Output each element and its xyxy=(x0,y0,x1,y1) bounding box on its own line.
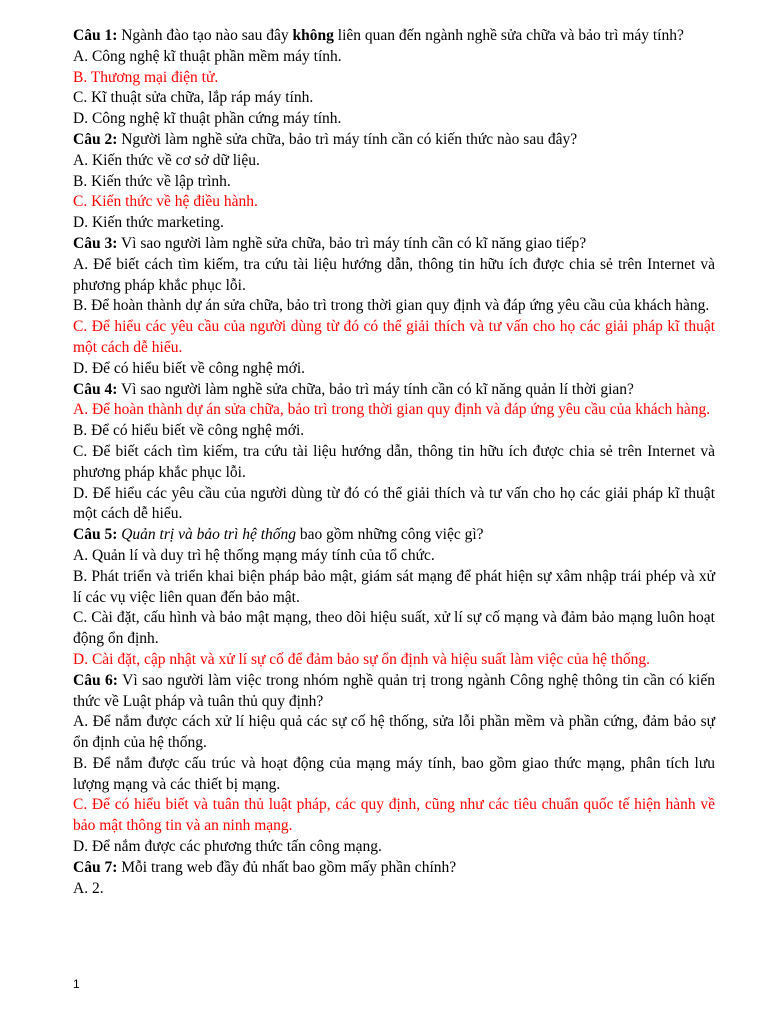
question-1-option-d: D. Công nghệ kĩ thuật phần cứng máy tính. xyxy=(73,110,342,128)
question-4-stem: Câu 4: Vì sao người làm nghề sửa chữa, bảo trì máy tính cần có kĩ năng quản lí thời gian? xyxy=(73,380,634,398)
question-2-stem: Câu 2: Người làm nghề sửa chữa, bảo trì máy tính cần có kiến thức nào sau đây? xyxy=(73,130,578,148)
question-1-option-c: C. Kĩ thuật sửa chữa, lắp ráp máy tính. xyxy=(73,89,314,107)
question-6-option-a: A. Để nắm được cách xử lí hiệu quả các sự cố hệ thống, sửa lỗi phần mềm và phần cứng, đảm bảo sự ổn định của hệ thống. xyxy=(73,713,715,752)
question-6-stem: Câu 6: Vì sao người làm việc trong nhóm nghề quản trị trong ngành Công nghệ thông tin cần có kiến thức về Luật pháp và tuân thủ quy định? xyxy=(73,671,715,710)
question-4-option-c: C. Để biết cách tìm kiếm, tra cứu tài liệu hướng dẫn, thông tin hữu ích được chia sẻ trên Internet và phương pháp khắc phục lỗi. xyxy=(73,442,715,481)
question-1-option-a: A. Công nghệ kĩ thuật phần mềm máy tính. xyxy=(73,47,342,65)
question-2-option-b: B. Kiến thức về lập trình. xyxy=(73,172,231,190)
question-1-option-b-answer: B. Thương mại điện tử. xyxy=(73,68,219,86)
question-2-option-c-answer: C. Kiến thức về hệ điều hành. xyxy=(73,193,258,211)
question-7-stem: Câu 7: Mỗi trang web đầy đủ nhất bao gồm mấy phần chính? xyxy=(73,858,457,876)
question-4-option-b: B. Để có hiểu biết về công nghệ mới. xyxy=(73,422,305,440)
question-3-option-a: A. Để biết cách tìm kiếm, tra cứu tài liệu hướng dẫn, thông tin hữu ích được chia sẻ trên Internet và phương pháp khắc phục lỗi. xyxy=(73,255,715,294)
question-3-option-c-answer: C. Để hiểu các yêu cầu của người dùng từ đó có thể giải thích và tư vấn cho họ các giải pháp kĩ thuật một cách dễ hiểu. xyxy=(73,318,715,356)
question-5-option-c: C. Cài đặt, cấu hình và bảo mật mạng, theo dõi hiệu suất, xử lí sự cố mạng và đảm bảo mạng luôn hoạt động ổn định. xyxy=(73,609,715,648)
question-3-option-d: D. Để có hiểu biết về công nghệ mới. xyxy=(73,359,306,377)
document-page xyxy=(73,26,715,899)
question-4-option-d: D. Để hiểu các yêu cầu của người dùng từ đó có thể giải thích và tư vấn cho họ các giải pháp kĩ thuật một cách dễ hiểu. xyxy=(73,484,715,523)
page-number: 1 xyxy=(73,977,80,991)
question-6-option-c-answer: C. Để có hiểu biết và tuân thủ luật pháp, các quy định, cũng như các tiêu chuẩn quốc tế hiện hành về bảo mật thông tin và an ninh mạng. xyxy=(73,796,715,835)
question-6-option-b: B. Để nắm được cấu trúc và hoạt động của mạng máy tính, bao gồm giao thức mạng, phân tích lưu lượng mạng và các thiết bị mạng. xyxy=(73,754,715,793)
question-2-option-d: D. Kiến thức marketing. xyxy=(73,214,224,232)
question-5-option-a: A. Quản lí và duy trì hệ thống mạng máy tính của tổ chức. xyxy=(73,546,435,564)
question-2-option-a: A. Kiến thức về cơ sở dữ liệu. xyxy=(73,151,260,169)
question-5-option-d-answer: D. Cài đặt, cập nhật và xử lí sự cố để đảm bảo sự ổn định và hiệu suất làm việc của hệ thống. xyxy=(73,650,651,668)
question-6-option-d: D. Để nắm được các phương thức tấn công mạng. xyxy=(73,838,382,856)
question-3-option-b: B. Để hoàn thành dự án sửa chữa, bảo trì trong thời gian quy định và đáp ứng yêu cầu của khách hàng. xyxy=(73,297,710,315)
question-4-option-a-answer: A. Để hoàn thành dự án sửa chữa, bảo trì trong thời gian quy định và đáp ứng yêu cầu của khách hàng. xyxy=(73,401,711,419)
question-5-stem: Câu 5: Quản trị và bảo trì hệ thống bao gồm những công việc gì? xyxy=(73,526,484,544)
question-5-option-b: B. Phát triển và triển khai biện pháp bảo mật, giám sát mạng để phát hiện sự xâm nhập trái phép và xử lí các vụ việc liên quan đến bảo mật. xyxy=(73,567,715,606)
question-7-option-a: A. 2. xyxy=(73,879,104,897)
question-1-stem: Câu 1: Ngành đào tạo nào sau đây không liên quan đến ngành nghề sửa chữa và bảo trì máy tính? xyxy=(73,27,684,44)
question-3-stem: Câu 3: Vì sao người làm nghề sửa chữa, bảo trì máy tính cần có kĩ năng giao tiếp? xyxy=(73,234,587,252)
